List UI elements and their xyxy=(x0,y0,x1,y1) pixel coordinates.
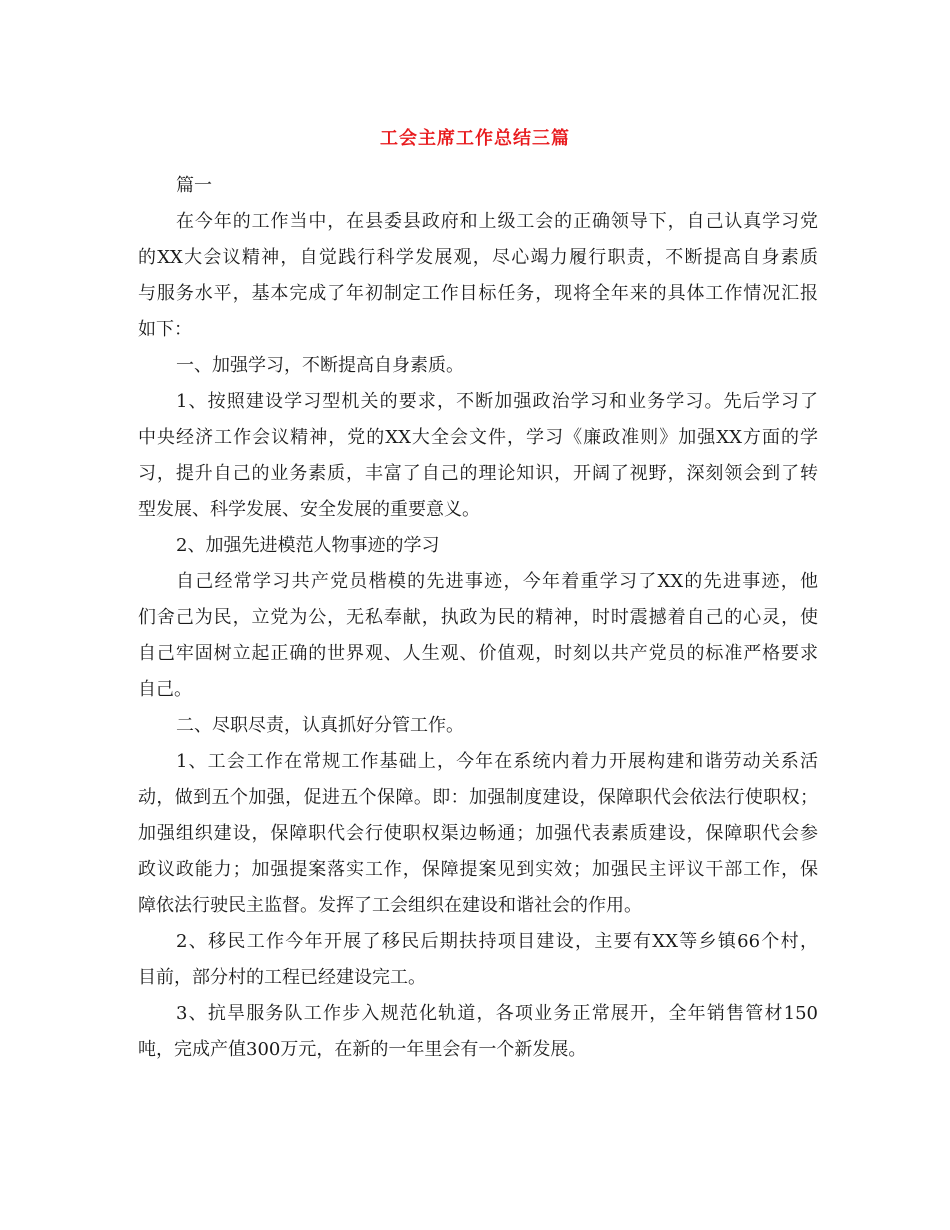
text-line: 2、移民工作今年开展了移民后期扶持项目建设，主要有XX等乡镇66个村， xyxy=(176,931,818,952)
text-line: 如下： xyxy=(138,319,192,340)
text-line: 一、加强学习，不断提高自身素质。 xyxy=(176,355,464,376)
document-body xyxy=(138,168,818,1068)
text-line: 2、加强先进模范人物事迹的学习 xyxy=(176,535,440,556)
text-line: 在今年的工作当中，在县委县政府和上级工会的正确领导下，自己认真学习党 xyxy=(176,211,818,232)
text-line: 加强组织建设，保障职代会行使职权渠边畅通；加强代表素质建设，保障职代会参 xyxy=(138,823,818,844)
text-line: 习，提升自己的业务素质，丰富了自己的理论知识，开阔了视野，深刻领会到了转 xyxy=(138,463,818,484)
document-title: 工会主席工作总结三篇 xyxy=(380,128,570,149)
text-line: 型发展、科学发展、安全发展的重要意义。 xyxy=(138,499,480,520)
text-line: 二、尽职尽责，认真抓好分管工作。 xyxy=(176,715,464,736)
text-line: 政议政能力；加强提案落实工作，保障提案见到实效；加强民主评议干部工作，保 xyxy=(138,859,818,880)
text-line: 吨，完成产值300万元，在新的一年里会有一个新发展。 xyxy=(138,1039,587,1060)
text-line: 3、抗旱服务队工作步入规范化轨道，各项业务正常展开，全年销售管材150 xyxy=(176,1003,818,1024)
text-line: 自己牢固树立起正确的世界观、人生观、价值观，时刻以共产党员的标准严格要求 xyxy=(138,643,818,664)
text-line: 篇一 xyxy=(176,175,212,196)
text-line: 中央经济工作会议精神，党的XX大全会文件，学习《廉政准则》加强XX方面的学 xyxy=(138,427,818,448)
text-line: 与服务水平，基本完成了年初制定工作目标任务，现将全年来的具体工作情况汇报 xyxy=(138,283,818,304)
text-line: 1、工会工作在常规工作基础上，今年在系统内着力开展构建和谐劳动关系活 xyxy=(176,751,818,772)
text-line: 自己。 xyxy=(138,679,192,700)
text-line: 们舍己为民，立党为公，无私奉献，执政为民的精神，时时震撼着自己的心灵，使 xyxy=(138,607,818,628)
text-line: 障依法行驶民主监督。发挥了工会组织在建设和谐社会的作用。 xyxy=(138,895,642,916)
text-line: 1、按照建设学习型机关的要求，不断加强政治学习和业务学习。先后学习了 xyxy=(176,391,818,412)
text-line: 目前，部分村的工程已经建设完工。 xyxy=(138,967,426,988)
text-line: 动，做到五个加强，促进五个保障。即：加强制度建设，保障职代会依法行使职权； xyxy=(138,787,818,808)
text-line: 的XX大会议精神，自觉践行科学发展观，尽心竭力履行职责，不断提高自身素质 xyxy=(138,247,818,268)
text-line: 自己经常学习共产党员楷模的先进事迹，今年着重学习了XX的先进事迹，他 xyxy=(176,571,818,592)
